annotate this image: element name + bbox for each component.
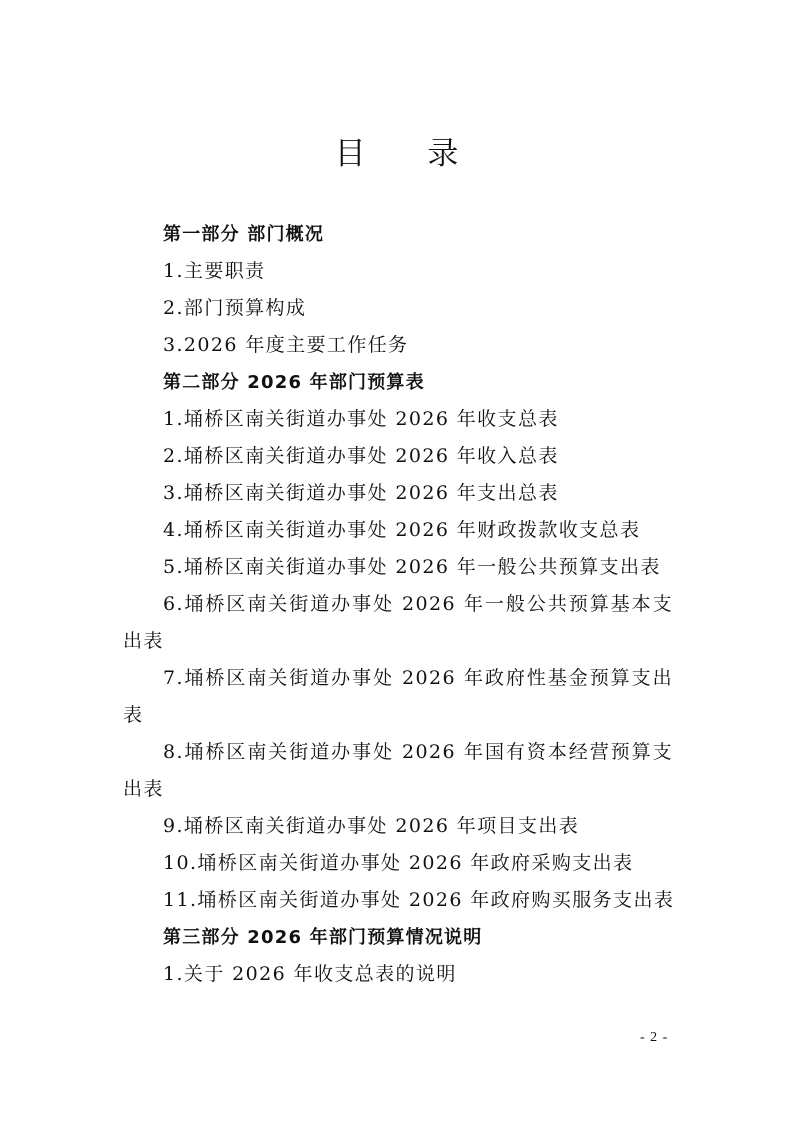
toc-item: 5.埇桥区南关街道办事处 2026 年一般公共预算支出表 — [163, 556, 661, 578]
toc-item: 4.埇桥区南关街道办事处 2026 年财政拨款收支总表 — [163, 519, 641, 541]
page-number: - 2 - — [640, 1030, 669, 1045]
toc-item: 6.埇桥区南关街道办事处 2026 年一般公共预算基本支出表 — [123, 593, 673, 652]
toc-part1-heading: 第一部分 部门概况 — [163, 224, 325, 245]
toc-part2-heading: 第二部分 2026 年部门预算表 — [163, 372, 425, 393]
toc-part3-heading: 第三部分 2026 年部门预算情况说明 — [163, 927, 483, 948]
toc-item: 8.埇桥区南关街道办事处 2026 年国有资本经营预算支出表 — [123, 741, 673, 800]
toc-item: 11.埇桥区南关街道办事处 2026 年政府购买服务支出表 — [163, 889, 675, 911]
table-of-contents — [123, 216, 673, 993]
toc-item: 2.埇桥区南关街道办事处 2026 年收入总表 — [163, 445, 559, 467]
toc-item: 10.埇桥区南关街道办事处 2026 年政府采购支出表 — [163, 852, 634, 874]
page-title: 目 录 — [334, 136, 485, 172]
toc-item: 9.埇桥区南关街道办事处 2026 年项目支出表 — [163, 815, 580, 837]
toc-item: 3.2026 年度主要工作任务 — [163, 334, 409, 356]
toc-item: 1.关于 2026 年收支总表的说明 — [163, 963, 457, 985]
toc-item: 1.埇桥区南关街道办事处 2026 年收支总表 — [163, 408, 559, 430]
toc-item: 1.主要职责 — [163, 260, 266, 282]
toc-item: 3.埇桥区南关街道办事处 2026 年支出总表 — [163, 482, 559, 504]
toc-item: 2.部门预算构成 — [163, 297, 307, 319]
toc-item: 7.埇桥区南关街道办事处 2026 年政府性基金预算支出表 — [123, 667, 673, 726]
